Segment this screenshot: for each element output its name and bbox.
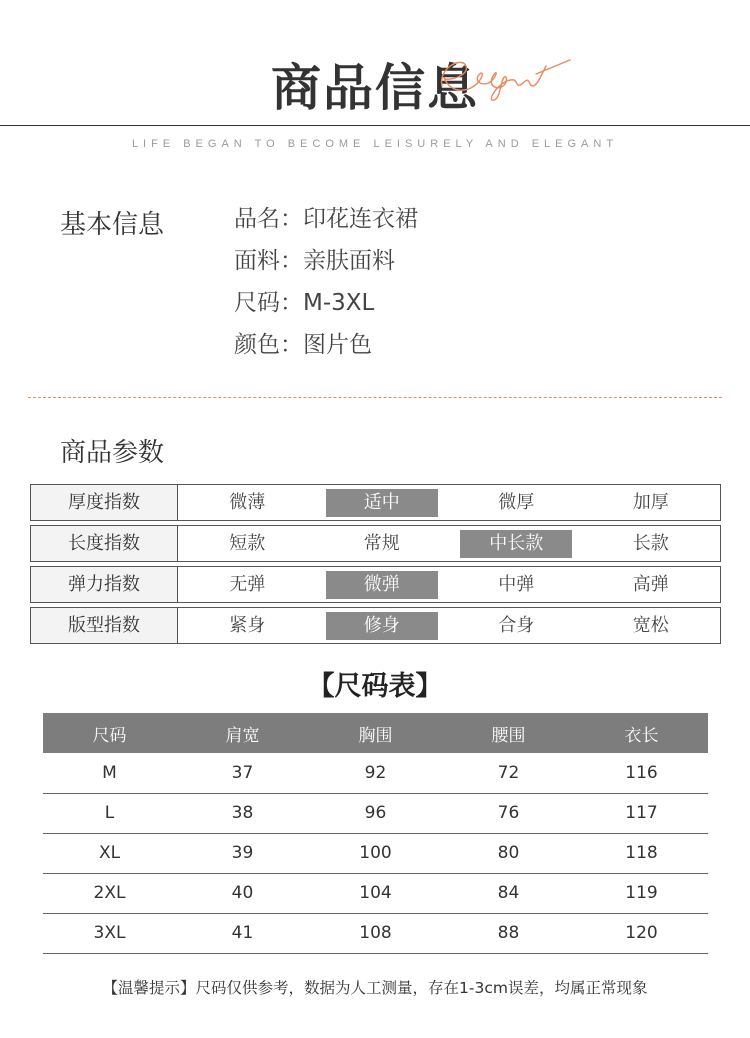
param-option: 长款 (632, 532, 669, 554)
size-table-header (43, 713, 708, 753)
size-table (43, 713, 708, 954)
table-cell: 100 (309, 833, 442, 873)
param-row-elasticity (30, 566, 721, 603)
param-label: 弹力指数 (31, 567, 178, 602)
column-header: 胸围 (309, 713, 442, 753)
table-cell: 92 (309, 753, 442, 793)
params-table (30, 484, 721, 648)
size-chart-title: 【尺码表】 (307, 671, 443, 702)
info-product-name: 品名：印花连衣裙 (234, 206, 418, 232)
table-cell: 108 (309, 913, 442, 953)
param-label: 厚度指数 (31, 485, 178, 520)
param-row-fit (30, 607, 721, 644)
params-heading: 商品参数 (60, 438, 165, 468)
table-cell: 39 (176, 833, 309, 873)
column-header: 尺码 (43, 713, 176, 753)
table-cell: 88 (442, 913, 575, 953)
table-cell: M (43, 753, 176, 793)
table-cell: XL (43, 833, 176, 873)
info-color: 颜色：图片色 (234, 332, 372, 358)
table-cell: L (43, 793, 176, 833)
basic-info-list (234, 203, 418, 371)
info-fabric: 面料：亲肤面料 (234, 248, 395, 274)
param-option: 修身 (326, 612, 438, 640)
param-option: 中长款 (460, 530, 572, 558)
param-option: 加厚 (632, 491, 669, 513)
table-row (43, 873, 708, 913)
table-cell: 120 (575, 913, 708, 953)
param-option: 合身 (498, 614, 535, 636)
table-cell: 41 (176, 913, 309, 953)
column-header: 肩宽 (176, 713, 309, 753)
table-cell: 3XL (43, 913, 176, 953)
param-option: 中弹 (498, 573, 535, 595)
header-subtitle: LIFE BEGAN TO BECOME LEISURELY AND ELEGANT (131, 138, 619, 150)
param-label: 版型指数 (31, 608, 178, 643)
info-size: 尺码：M-3XL (234, 290, 375, 316)
table-cell: 118 (575, 833, 708, 873)
table-cell: 119 (575, 873, 708, 913)
table-row (43, 753, 708, 793)
basic-info-heading: 基本信息 (60, 210, 165, 240)
param-option: 无弹 (229, 573, 266, 595)
table-cell: 84 (442, 873, 575, 913)
param-option: 宽松 (632, 614, 669, 636)
page-title: 商品信息 (271, 59, 479, 117)
table-cell: 40 (176, 873, 309, 913)
param-row-thickness (30, 484, 721, 521)
header-divider (0, 125, 750, 126)
column-header: 腰围 (442, 713, 575, 753)
table-cell: 117 (575, 793, 708, 833)
table-cell: 80 (442, 833, 575, 873)
table-cell: 104 (309, 873, 442, 913)
elegant-script-logo (432, 48, 572, 108)
param-label: 长度指数 (31, 526, 178, 561)
param-option: 紧身 (229, 614, 266, 636)
table-row (43, 833, 708, 873)
param-option: 适中 (326, 489, 438, 517)
table-cell: 38 (176, 793, 309, 833)
table-cell: 37 (176, 753, 309, 793)
table-row (43, 793, 708, 833)
column-header: 衣长 (575, 713, 708, 753)
param-option: 微弹 (326, 571, 438, 599)
table-cell: 2XL (43, 873, 176, 913)
table-row (43, 913, 708, 953)
param-option: 微薄 (229, 491, 266, 513)
param-option: 短款 (229, 532, 266, 554)
param-option: 微厚 (498, 491, 535, 513)
size-tip-note: 【温馨提示】尺码仅供参考，数据为人工测量，存在1-3cm误差，均属正常现象 (102, 979, 648, 997)
table-cell: 116 (575, 753, 708, 793)
param-option: 常规 (363, 532, 400, 554)
table-cell: 72 (442, 753, 575, 793)
param-option: 高弹 (632, 573, 669, 595)
table-cell: 76 (442, 793, 575, 833)
dashed-divider (28, 397, 722, 398)
table-cell: 96 (309, 793, 442, 833)
param-row-length (30, 525, 721, 562)
